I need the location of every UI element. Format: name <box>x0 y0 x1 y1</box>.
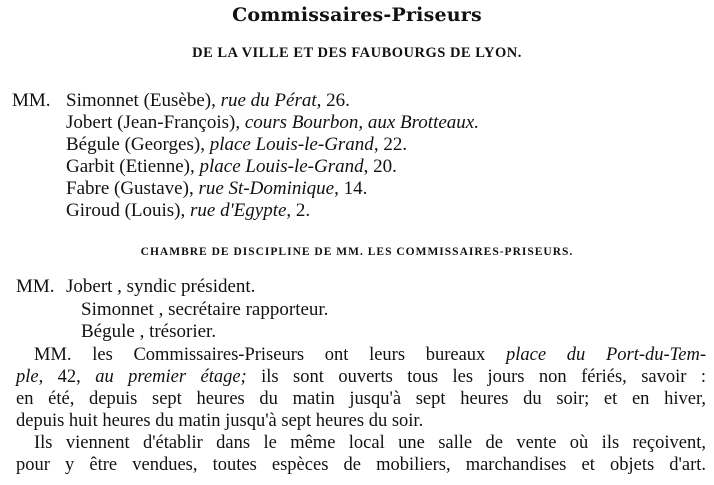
commissaire-address: rue d'Egypte <box>190 200 287 221</box>
notice-line: depuis huit heures du matin jusqu'à sept heures du soir. <box>16 411 424 431</box>
chambre-member: Simonnet , secrétaire rapporteur. <box>81 299 329 320</box>
notice-floor: au premier étage; <box>95 367 247 387</box>
commissaire-address: rue St-Dominique <box>198 178 335 199</box>
list-prefix: MM. <box>12 90 51 111</box>
list-item <box>66 178 367 200</box>
commissaire-address: place Louis-le-Grand <box>199 156 364 177</box>
commissaire-number: , 14. <box>334 178 368 199</box>
separator: , <box>180 200 191 221</box>
commissaire-name: Bégule (Georges) <box>66 134 201 155</box>
notice-text: ils sont ouverts tous les jours non fériés, savoir : <box>246 367 707 387</box>
notice-text: MM. les Commissaires-Priseurs ont leurs bureaux <box>34 345 506 365</box>
separator: , <box>200 134 210 155</box>
separator: , <box>235 112 245 133</box>
page-subtitle: DE LA VILLE ET DES FAUBOURGS DE LYON. <box>192 45 522 61</box>
commissaire-address: cours Bourbon, aux Brotteaux. <box>244 112 479 133</box>
chambre-member: Jobert , syndic président. <box>66 276 256 297</box>
section-heading-chambre: CHAMBRE DE DISCIPLINE DE MM. LES COMMISSAIRES-PRISEURS. <box>140 246 574 258</box>
separator: , <box>189 156 200 177</box>
list-item <box>66 156 397 178</box>
notice-line: pour y être vendues, toutes espèces de mobiliers, marchandises et objets d'art. <box>16 455 706 475</box>
commissaire-name: Fabre (Gustave) <box>66 178 189 199</box>
list-item <box>66 112 479 134</box>
separator: , <box>211 90 221 111</box>
notice-address: place du Port-du-Tem- <box>506 345 706 365</box>
list-item <box>66 200 310 222</box>
commissaire-name: Simonnet (Eusèbe) <box>66 90 212 111</box>
notice-text: , 42, <box>38 367 96 387</box>
commissaire-name: Jobert (Jean-François) <box>66 112 236 133</box>
commissaire-name: Garbit (Etienne) <box>66 156 190 177</box>
commissaire-number: , 26. <box>316 90 350 111</box>
commissaire-number: , 20. <box>363 156 397 177</box>
commissaire-address: rue du Pérat <box>220 90 317 111</box>
chambre-prefix: MM. <box>16 276 55 297</box>
commissaire-address: place Louis-le-Grand <box>209 134 374 155</box>
notice-line <box>16 366 706 388</box>
list-item <box>66 90 350 112</box>
list-item <box>66 134 407 156</box>
notice-line: en été, depuis sept heures du matin jusqu'à sept heures du soir; et en hiver, <box>16 389 706 409</box>
commissaire-name: Giroud (Louis) <box>66 200 181 221</box>
chambre-member: Bégule , trésorier. <box>81 321 217 342</box>
page-title: Commissaires-Priseurs <box>232 4 482 26</box>
separator: , <box>188 178 199 199</box>
commissaire-number: , 22. <box>373 134 408 155</box>
commissaire-number: , 2. <box>286 200 311 221</box>
notice-address: ple <box>16 367 39 387</box>
notice-line: Ils viennent d'établir dans le même local une salle de vente où ils reçoivent, <box>34 433 706 453</box>
notice-line <box>34 344 706 366</box>
